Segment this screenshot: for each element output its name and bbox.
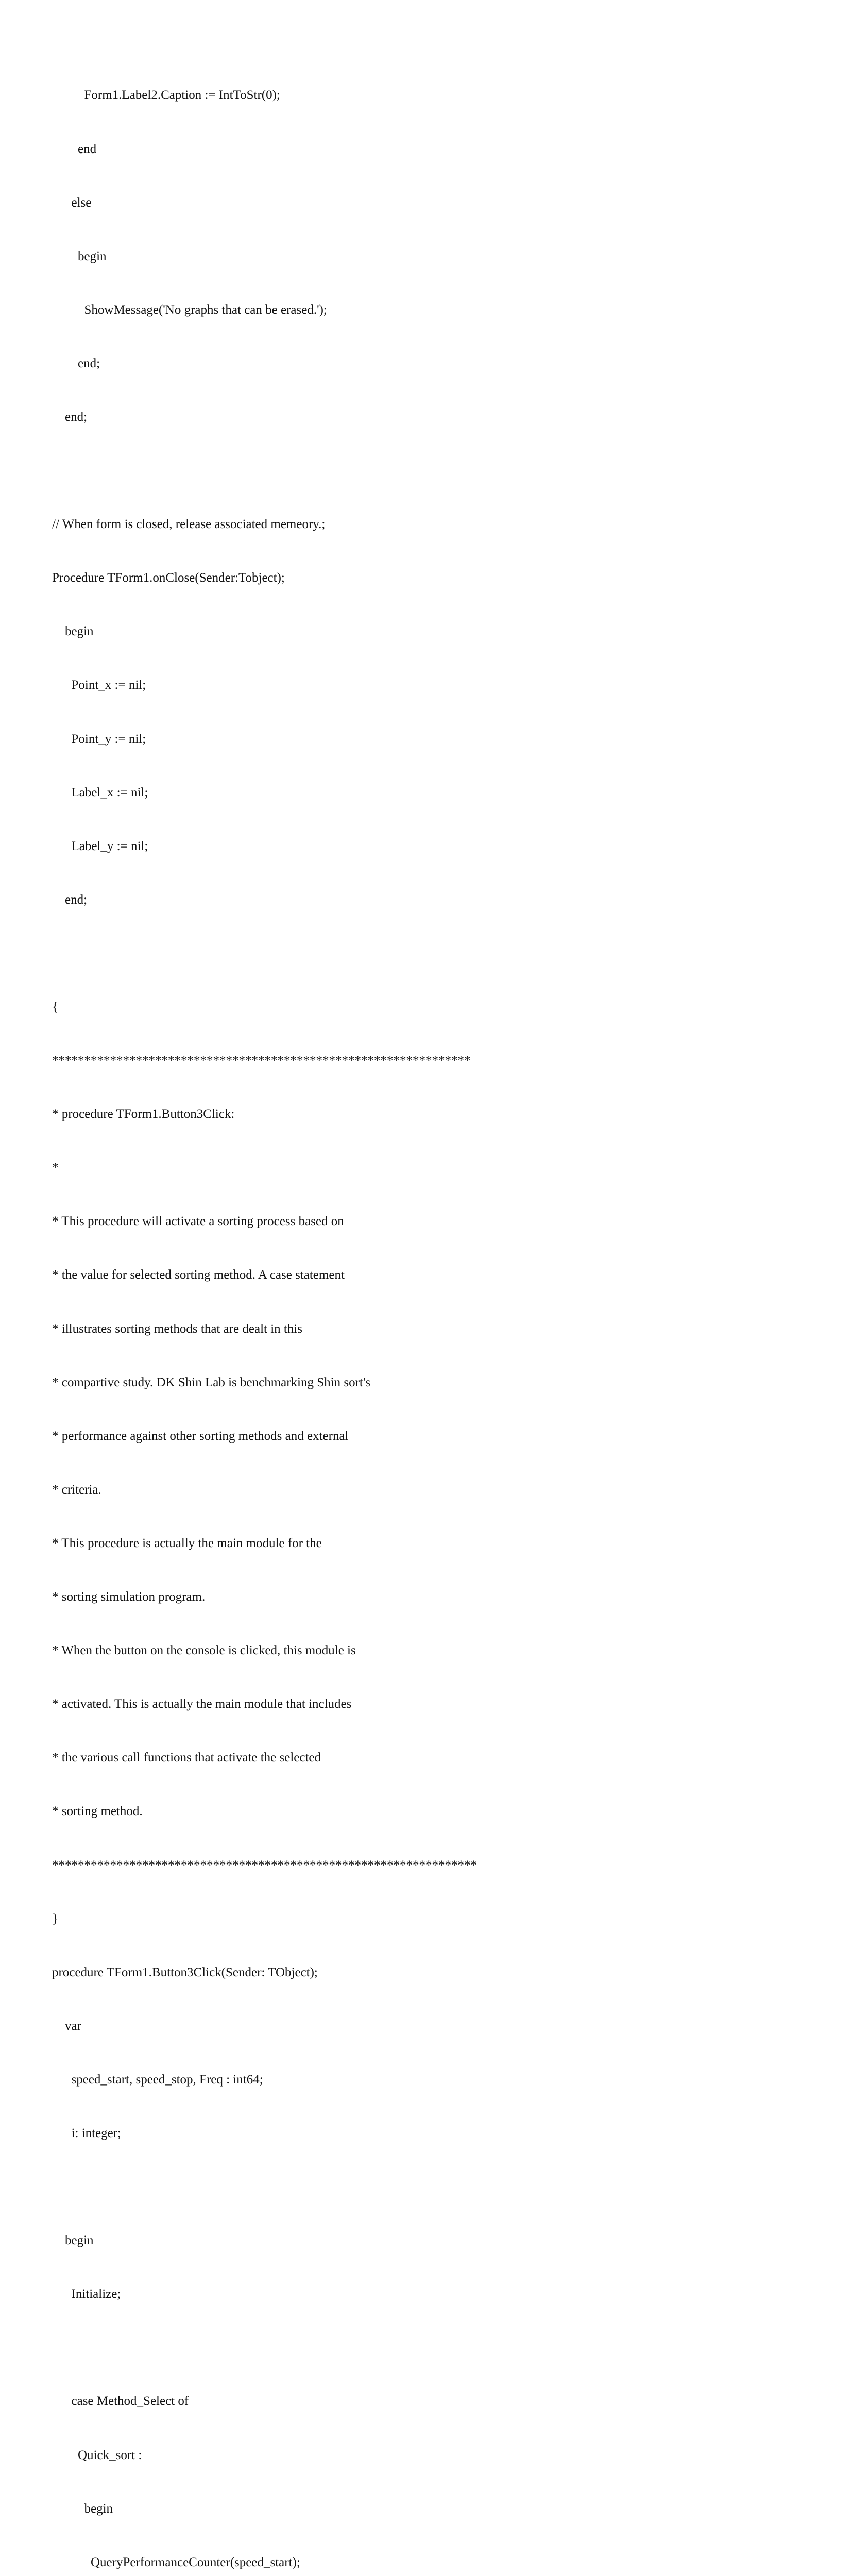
- code-line: ShowMessage('No graphs that can be erased.');: [52, 302, 327, 317]
- code-line: begin: [52, 2233, 94, 2248]
- comment-line: * sorting simulation program.: [52, 1590, 206, 1604]
- comment-line: * compartive study. DK Shin Lab is benchmarking Shin sort's: [52, 1375, 371, 1389]
- code-line: begin: [52, 2501, 113, 2516]
- comment-line: * procedure TForm1.Button3Click:: [52, 1107, 235, 1122]
- code-line: end;: [52, 410, 88, 424]
- comment-block-close: }: [52, 1911, 58, 1926]
- comment-line: * activated. This is actually the main module that includes: [52, 1697, 352, 1711]
- code-line: case Method_Select of: [52, 2394, 189, 2409]
- code-line: Quick_sort :: [52, 2448, 142, 2462]
- code-line: else: [52, 195, 92, 210]
- code-line: Point_y := nil;: [52, 732, 146, 746]
- code-line: i: integer;: [52, 2126, 121, 2140]
- comment-line: * sorting method.: [52, 1804, 143, 1819]
- code-line: begin: [52, 249, 107, 263]
- comment-line: * illustrates sorting methods that are dealt in this: [52, 1321, 303, 1336]
- code-line: speed_start, speed_stop, Freq : int64;: [52, 2072, 263, 2087]
- blank-line: [52, 945, 516, 963]
- comment-separator: *****************************************************************: [52, 1054, 471, 1068]
- code-line: end;: [52, 356, 100, 370]
- comment-line: * When the button on the console is clicked, this module is: [52, 1643, 356, 1658]
- code-listing: [52, 51, 516, 2576]
- comment-separator: ******************************************************************: [52, 1858, 477, 1872]
- comment-line: * the various call functions that activate the selected: [52, 1751, 321, 1765]
- comment-line: * the value for selected sorting method. A case statement: [52, 1268, 345, 1282]
- code-line: QueryPerformanceCounter(speed_start);: [52, 2555, 300, 2569]
- comment-line: * This procedure is actually the main module for the: [52, 1536, 322, 1550]
- code-line: Label_y := nil;: [52, 839, 148, 853]
- code-comment: // When form is closed, release associated memeory.;: [52, 517, 326, 532]
- comment-block-open: {: [52, 1000, 58, 1014]
- code-line: begin: [52, 624, 94, 639]
- code-line: end;: [52, 892, 88, 907]
- procedure-header: procedure TForm1.Button3Click(Sender: TObject);: [52, 1965, 318, 1979]
- blank-line: [52, 2178, 516, 2196]
- comment-line: * This procedure will activate a sorting process based on: [52, 1214, 344, 1229]
- comment-line: * criteria.: [52, 1482, 101, 1497]
- blank-line: [52, 2339, 516, 2357]
- procedure-header: Procedure TForm1.onClose(Sender:Tobject);: [52, 571, 285, 585]
- code-line: Point_x := nil;: [52, 678, 146, 692]
- comment-line: * performance against other sorting methods and external: [52, 1429, 349, 1443]
- code-line: end: [52, 142, 97, 156]
- blank-line: [52, 462, 516, 480]
- code-line: Form1.Label2.Caption := IntToStr(0);: [52, 88, 280, 103]
- code-line: Label_x := nil;: [52, 785, 148, 800]
- code-line: Initialize;: [52, 2287, 121, 2301]
- comment-line: *: [52, 1161, 59, 1175]
- code-line: var: [52, 2019, 81, 2033]
